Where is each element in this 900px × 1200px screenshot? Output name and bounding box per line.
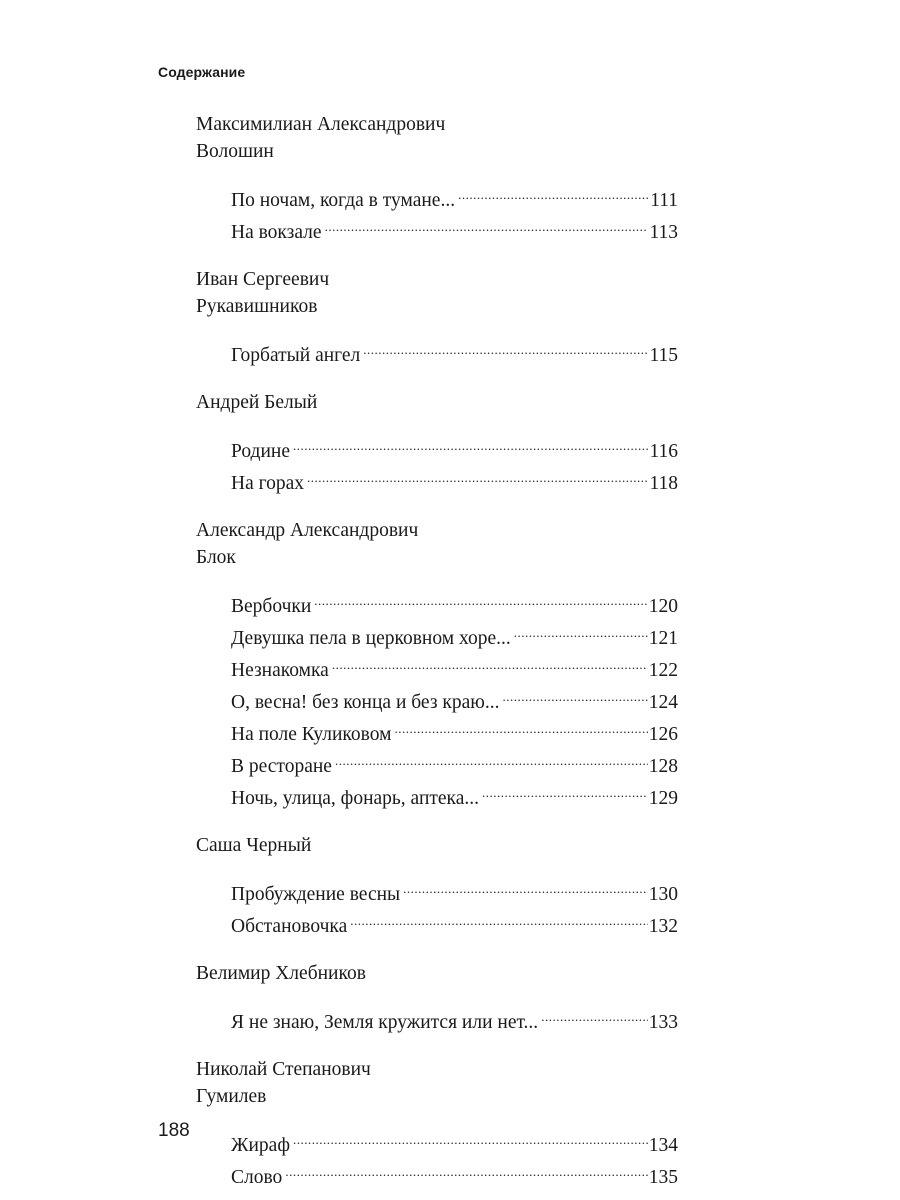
entry-page-number: 121	[648, 628, 678, 649]
entry-page-number: 124	[648, 692, 678, 713]
author-name-line: Александр Александрович	[196, 520, 419, 541]
author-name-line: Саша Черный	[196, 835, 312, 856]
entry-title: На поле Куликовом	[231, 724, 392, 745]
dot-leader	[335, 740, 648, 772]
dot-leader	[403, 868, 648, 900]
section-gap	[196, 499, 678, 517]
entry-title: Ночь, улица, фонарь, аптека...	[231, 788, 480, 809]
dot-leader	[293, 1119, 648, 1151]
author-name-line: Велимир Хлебников	[196, 963, 366, 984]
author-name	[196, 517, 678, 571]
toc-section	[196, 960, 678, 1033]
entry-page-number: 134	[648, 1135, 678, 1156]
entry-page-number: 120	[648, 596, 678, 617]
author-name-line: Волошин	[196, 141, 274, 162]
entry-title: Слово	[231, 1167, 283, 1188]
author-name-line: Рукавишников	[196, 296, 318, 317]
toc-entry[interactable]	[231, 457, 678, 494]
dot-leader	[332, 644, 648, 676]
dot-leader	[502, 676, 647, 708]
toc-entry[interactable]	[231, 580, 678, 617]
author-name-line: Максимилиан Александрович	[196, 114, 446, 135]
toc-entry[interactable]	[231, 425, 678, 462]
entry-title: На вокзале	[231, 222, 322, 243]
page-number: 188	[158, 1120, 190, 1141]
toc-section	[196, 1056, 678, 1188]
entry-page-number: 111	[650, 190, 678, 211]
dot-leader	[350, 900, 648, 932]
entry-page-number: 122	[648, 660, 678, 681]
section-gap	[196, 814, 678, 832]
toc-entry[interactable]	[231, 996, 678, 1033]
dot-leader	[285, 1151, 647, 1183]
toc-section	[196, 832, 678, 937]
toc-entry[interactable]	[231, 1119, 678, 1156]
entry-page-number: 116	[649, 441, 678, 462]
entry-title: На горах	[231, 473, 305, 494]
entry-title: Горбатый ангел	[231, 345, 361, 366]
entry-title: Родине	[231, 441, 290, 462]
entry-title: Вербочки	[231, 596, 312, 617]
entry-title: О, весна! без конца и без краю...	[231, 692, 500, 713]
toc-entry[interactable]	[231, 174, 678, 211]
dot-leader	[394, 708, 647, 740]
entry-page-number: 132	[648, 916, 678, 937]
entry-page-number: 129	[648, 788, 678, 809]
running-head: Содержание	[158, 64, 246, 80]
entry-title: В ресторане	[231, 756, 332, 777]
toc-entry[interactable]	[231, 329, 678, 366]
dot-leader	[458, 174, 649, 206]
entry-page-number: 130	[648, 884, 678, 905]
dot-leader	[482, 772, 648, 804]
author-name-line: Иван Сергеевич	[196, 269, 330, 290]
dot-leader	[541, 996, 648, 1028]
section-gap	[196, 371, 678, 389]
toc-entry[interactable]	[231, 868, 678, 905]
entry-title: Пробуждение весны	[231, 884, 401, 905]
dot-leader	[325, 206, 649, 238]
entry-title: Обстановочка	[231, 916, 348, 937]
toc-section	[196, 517, 678, 809]
entry-title: По ночам, когда в тумане...	[231, 190, 456, 211]
section-gap	[196, 1038, 678, 1056]
author-name-line: Блок	[196, 547, 236, 568]
entry-title: Девушка пела в церковном хоре...	[231, 628, 511, 649]
toc-section	[196, 111, 678, 243]
author-name-line: Андрей Белый	[196, 392, 318, 413]
dot-leader	[293, 425, 648, 457]
section-gap	[196, 942, 678, 960]
entry-page-number: 126	[648, 724, 678, 745]
author-name	[196, 266, 678, 320]
author-name	[196, 389, 678, 416]
author-name	[196, 1056, 678, 1110]
entry-title: Незнакомка	[231, 660, 329, 681]
dot-leader	[314, 580, 647, 612]
author-name	[196, 832, 678, 859]
entry-page-number: 128	[648, 756, 678, 777]
entry-page-number: 135	[648, 1167, 678, 1188]
entry-page-number: 118	[649, 473, 678, 494]
author-name-line: Гумилев	[196, 1086, 267, 1107]
toc-entry[interactable]	[231, 1151, 678, 1188]
entry-page-number: 133	[648, 1012, 678, 1033]
entry-page-number: 115	[649, 345, 678, 366]
author-name	[196, 960, 678, 987]
toc-section	[196, 389, 678, 494]
entry-title: Жираф	[231, 1135, 290, 1156]
table-of-contents	[196, 111, 678, 1193]
toc-section	[196, 266, 678, 366]
dot-leader	[514, 612, 648, 644]
author-name-line: Николай Степанович	[196, 1059, 371, 1080]
section-gap	[196, 248, 678, 266]
entry-title: Я не знаю, Земля кружится или нет...	[231, 1012, 539, 1033]
dot-leader	[363, 329, 648, 361]
dot-leader	[307, 457, 648, 489]
entry-page-number: 113	[649, 222, 678, 243]
author-name	[196, 111, 678, 165]
